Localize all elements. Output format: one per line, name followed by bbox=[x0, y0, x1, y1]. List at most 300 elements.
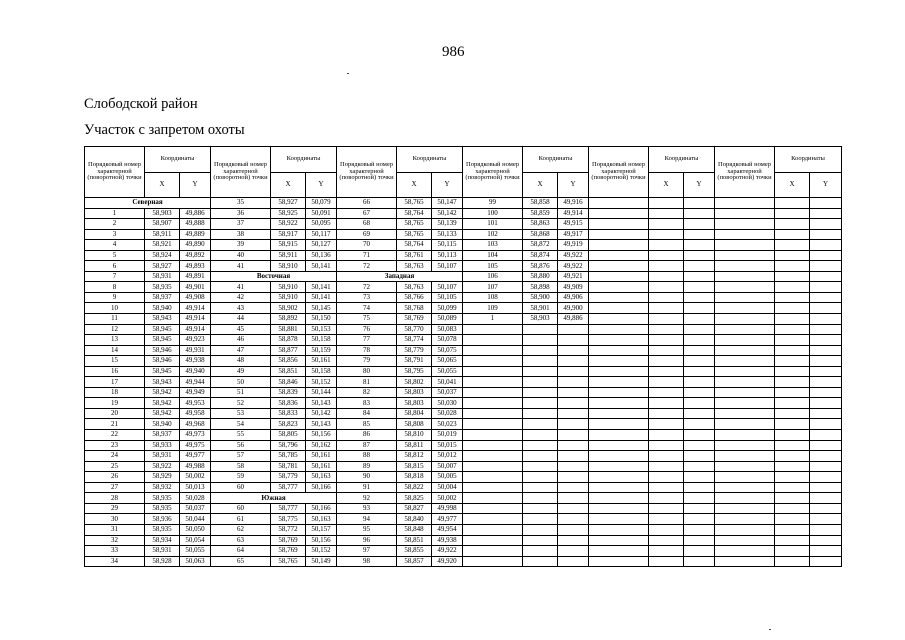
point-number-cell: 106 bbox=[463, 271, 523, 282]
table-row bbox=[85, 356, 842, 367]
x-cell: 58,765 bbox=[397, 229, 432, 240]
point-number-cell bbox=[715, 440, 775, 451]
x-cell bbox=[775, 430, 810, 441]
x-cell bbox=[649, 240, 684, 251]
y-cell: 50,004 bbox=[432, 482, 463, 493]
point-number-cell bbox=[463, 524, 523, 535]
point-number-cell: 79 bbox=[337, 356, 397, 367]
x-cell: 58,911 bbox=[271, 250, 306, 261]
y-cell: 50,055 bbox=[180, 546, 211, 557]
point-number-cell: 97 bbox=[337, 546, 397, 557]
section-label: Западная bbox=[337, 271, 463, 282]
point-number-cell: 17 bbox=[85, 377, 145, 388]
point-number-cell: 76 bbox=[337, 324, 397, 335]
x-cell bbox=[523, 556, 558, 567]
point-number-cell bbox=[463, 335, 523, 346]
x-cell: 58,777 bbox=[271, 482, 306, 493]
table-row bbox=[85, 292, 842, 303]
x-cell: 58,769 bbox=[271, 546, 306, 557]
x-cell bbox=[775, 250, 810, 261]
point-number-cell: 77 bbox=[337, 335, 397, 346]
y-cell: 50,157 bbox=[306, 524, 337, 535]
x-cell bbox=[775, 493, 810, 504]
y-cell: 50,159 bbox=[306, 345, 337, 356]
point-number-cell bbox=[463, 419, 523, 430]
section-label: Южная bbox=[211, 493, 337, 504]
point-number-cell: 28 bbox=[85, 493, 145, 504]
y-cell: 50,099 bbox=[432, 303, 463, 314]
point-number-cell bbox=[589, 408, 649, 419]
y-cell: 50,161 bbox=[306, 461, 337, 472]
x-cell bbox=[775, 271, 810, 282]
x-cell bbox=[523, 324, 558, 335]
point-number-cell bbox=[589, 219, 649, 230]
y-cell: 50,107 bbox=[432, 282, 463, 293]
point-number-cell: 63 bbox=[211, 535, 271, 546]
x-cell bbox=[775, 303, 810, 314]
point-number-cell: 75 bbox=[337, 314, 397, 325]
x-cell: 58,772 bbox=[271, 524, 306, 535]
x-cell bbox=[649, 271, 684, 282]
point-number-cell bbox=[463, 324, 523, 335]
point-number-cell: 80 bbox=[337, 366, 397, 377]
x-cell bbox=[523, 535, 558, 546]
x-header: X bbox=[397, 173, 432, 198]
point-number-cell bbox=[715, 314, 775, 325]
point-number-cell: 56 bbox=[211, 440, 271, 451]
point-number-cell: 13 bbox=[85, 335, 145, 346]
x-cell: 58,818 bbox=[397, 472, 432, 483]
y-cell: 49,977 bbox=[180, 451, 211, 462]
y-cell: 50,028 bbox=[180, 493, 211, 504]
x-cell bbox=[649, 377, 684, 388]
point-number-cell bbox=[463, 493, 523, 504]
point-number-cell bbox=[463, 503, 523, 514]
x-cell bbox=[775, 503, 810, 514]
y-cell: 50,141 bbox=[306, 292, 337, 303]
x-cell bbox=[649, 366, 684, 377]
point-number-cell bbox=[715, 514, 775, 525]
point-number-cell: 2 bbox=[85, 219, 145, 230]
point-number-cell: 72 bbox=[337, 261, 397, 272]
y-cell: 50,015 bbox=[432, 440, 463, 451]
x-cell: 58,810 bbox=[397, 430, 432, 441]
y-cell bbox=[810, 335, 842, 346]
point-number-cell: 83 bbox=[337, 398, 397, 409]
x-cell bbox=[649, 229, 684, 240]
point-number-cell bbox=[715, 356, 775, 367]
point-number-cell bbox=[715, 250, 775, 261]
y-cell bbox=[810, 430, 842, 441]
y-cell: 50,139 bbox=[432, 219, 463, 230]
x-cell bbox=[775, 198, 810, 209]
point-number-header: Порядковый номер характерной (поворотной) точки bbox=[715, 147, 775, 198]
y-cell: 49,975 bbox=[180, 440, 211, 451]
y-cell: 50,044 bbox=[180, 514, 211, 525]
x-cell bbox=[649, 324, 684, 335]
x-cell: 58,935 bbox=[145, 493, 180, 504]
y-cell bbox=[558, 514, 589, 525]
table-row bbox=[85, 387, 842, 398]
x-cell: 58,910 bbox=[271, 292, 306, 303]
x-cell bbox=[775, 314, 810, 325]
y-cell: 49,922 bbox=[432, 546, 463, 557]
point-number-cell: 82 bbox=[337, 387, 397, 398]
x-cell bbox=[649, 472, 684, 483]
point-number-cell: 66 bbox=[337, 198, 397, 209]
x-cell: 58,910 bbox=[271, 282, 306, 293]
x-cell bbox=[649, 535, 684, 546]
x-cell bbox=[775, 535, 810, 546]
x-cell bbox=[649, 261, 684, 272]
x-cell bbox=[649, 219, 684, 230]
x-cell bbox=[523, 398, 558, 409]
x-cell: 58,940 bbox=[145, 303, 180, 314]
y-cell: 49,953 bbox=[180, 398, 211, 409]
x-cell bbox=[649, 398, 684, 409]
y-cell: 50,002 bbox=[432, 493, 463, 504]
point-number-cell: 29 bbox=[85, 503, 145, 514]
table-row bbox=[85, 240, 842, 251]
point-number-cell bbox=[715, 472, 775, 483]
y-cell: 49,968 bbox=[180, 419, 211, 430]
point-number-cell: 62 bbox=[211, 524, 271, 535]
table-row bbox=[85, 419, 842, 430]
table-row bbox=[85, 219, 842, 230]
x-cell: 58,942 bbox=[145, 408, 180, 419]
point-number-cell bbox=[715, 324, 775, 335]
x-cell: 58,766 bbox=[397, 292, 432, 303]
point-number-cell bbox=[715, 271, 775, 282]
x-cell: 58,848 bbox=[397, 524, 432, 535]
point-number-cell bbox=[589, 482, 649, 493]
point-number-cell: 10 bbox=[85, 303, 145, 314]
y-cell bbox=[810, 493, 842, 504]
y-cell: 50,091 bbox=[306, 208, 337, 219]
point-number-cell: 11 bbox=[85, 314, 145, 325]
y-cell: 50,142 bbox=[306, 408, 337, 419]
point-number-cell bbox=[463, 482, 523, 493]
y-cell: 49,940 bbox=[180, 366, 211, 377]
x-cell: 58,928 bbox=[145, 556, 180, 567]
point-number-cell: 90 bbox=[337, 472, 397, 483]
y-cell: 50,158 bbox=[306, 335, 337, 346]
y-cell: 50,007 bbox=[432, 461, 463, 472]
x-cell: 58,774 bbox=[397, 335, 432, 346]
x-cell bbox=[523, 430, 558, 441]
x-header: X bbox=[775, 173, 810, 198]
scan-speck bbox=[769, 629, 771, 630]
y-cell bbox=[810, 219, 842, 230]
x-cell: 58,935 bbox=[145, 503, 180, 514]
point-number-cell bbox=[715, 282, 775, 293]
y-cell bbox=[810, 524, 842, 535]
y-cell: 49,909 bbox=[558, 282, 589, 293]
point-number-cell bbox=[715, 430, 775, 441]
point-number-cell: 4 bbox=[85, 240, 145, 251]
y-cell bbox=[810, 419, 842, 430]
y-cell bbox=[810, 261, 842, 272]
x-cell bbox=[649, 493, 684, 504]
x-cell: 58,803 bbox=[397, 387, 432, 398]
y-cell: 49,938 bbox=[432, 535, 463, 546]
y-cell: 49,890 bbox=[180, 240, 211, 251]
point-number-cell bbox=[715, 335, 775, 346]
x-cell: 58,872 bbox=[523, 240, 558, 251]
x-cell bbox=[523, 419, 558, 430]
y-cell: 49,988 bbox=[180, 461, 211, 472]
point-number-cell bbox=[589, 398, 649, 409]
y-cell: 50,019 bbox=[432, 430, 463, 441]
district-title: Слободской район bbox=[84, 96, 198, 112]
y-cell: 50,143 bbox=[306, 398, 337, 409]
y-cell bbox=[810, 535, 842, 546]
y-cell bbox=[558, 345, 589, 356]
y-cell bbox=[558, 535, 589, 546]
x-cell bbox=[775, 292, 810, 303]
y-cell bbox=[558, 324, 589, 335]
x-cell: 58,937 bbox=[145, 430, 180, 441]
x-cell bbox=[649, 250, 684, 261]
point-number-cell: 43 bbox=[211, 303, 271, 314]
y-cell bbox=[558, 408, 589, 419]
point-number-cell: 5 bbox=[85, 250, 145, 261]
table-row bbox=[85, 366, 842, 377]
x-cell: 58,900 bbox=[523, 292, 558, 303]
y-cell bbox=[810, 556, 842, 567]
x-cell: 58,922 bbox=[271, 219, 306, 230]
y-cell: 50,143 bbox=[306, 419, 337, 430]
point-number-cell: 72 bbox=[337, 282, 397, 293]
x-cell: 58,769 bbox=[271, 535, 306, 546]
point-number-cell: 47 bbox=[211, 345, 271, 356]
y-cell bbox=[684, 387, 715, 398]
point-number-cell: 53 bbox=[211, 408, 271, 419]
point-number-cell: 52 bbox=[211, 398, 271, 409]
table-row bbox=[85, 335, 842, 346]
point-number-cell: 68 bbox=[337, 219, 397, 230]
point-number-cell: 96 bbox=[337, 535, 397, 546]
y-cell bbox=[558, 430, 589, 441]
y-cell: 49,920 bbox=[432, 556, 463, 567]
x-cell: 58,878 bbox=[271, 335, 306, 346]
y-cell: 49,931 bbox=[180, 345, 211, 356]
x-cell bbox=[775, 335, 810, 346]
y-cell bbox=[684, 324, 715, 335]
point-number-cell: 61 bbox=[211, 514, 271, 525]
point-number-cell bbox=[589, 430, 649, 441]
table-row bbox=[85, 451, 842, 462]
x-cell bbox=[649, 419, 684, 430]
x-cell: 58,804 bbox=[397, 408, 432, 419]
point-number-cell bbox=[715, 387, 775, 398]
point-number-cell: 73 bbox=[337, 292, 397, 303]
point-number-cell: 74 bbox=[337, 303, 397, 314]
point-number-cell bbox=[589, 556, 649, 567]
y-cell: 50,005 bbox=[432, 472, 463, 483]
table-row bbox=[85, 229, 842, 240]
y-cell: 50,158 bbox=[306, 366, 337, 377]
point-number-cell bbox=[715, 219, 775, 230]
x-cell bbox=[523, 546, 558, 557]
x-cell bbox=[649, 208, 684, 219]
y-cell: 50,107 bbox=[432, 261, 463, 272]
y-cell: 50,023 bbox=[432, 419, 463, 430]
y-cell bbox=[684, 292, 715, 303]
y-cell: 49,889 bbox=[180, 229, 211, 240]
point-number-cell: 7 bbox=[85, 271, 145, 282]
point-number-cell: 22 bbox=[85, 430, 145, 441]
x-cell: 58,833 bbox=[271, 408, 306, 419]
point-number-cell: 103 bbox=[463, 240, 523, 251]
y-cell: 50,166 bbox=[306, 482, 337, 493]
x-cell: 58,931 bbox=[145, 451, 180, 462]
point-number-cell: 30 bbox=[85, 514, 145, 525]
table-row bbox=[85, 250, 842, 261]
x-cell bbox=[649, 461, 684, 472]
x-cell: 58,901 bbox=[523, 303, 558, 314]
y-cell: 49,949 bbox=[180, 387, 211, 398]
point-number-cell: 91 bbox=[337, 482, 397, 493]
y-cell bbox=[684, 219, 715, 230]
y-cell: 50,161 bbox=[306, 451, 337, 462]
table-row bbox=[85, 198, 842, 209]
point-number-cell: 54 bbox=[211, 419, 271, 430]
x-cell bbox=[649, 292, 684, 303]
point-number-cell bbox=[589, 271, 649, 282]
y-cell: 49,892 bbox=[180, 250, 211, 261]
x-cell bbox=[649, 356, 684, 367]
point-number-cell: 34 bbox=[85, 556, 145, 567]
point-number-cell bbox=[715, 535, 775, 546]
point-number-cell bbox=[589, 303, 649, 314]
x-cell: 58,924 bbox=[145, 250, 180, 261]
y-cell: 49,977 bbox=[432, 514, 463, 525]
coordinates-header: Координаты bbox=[775, 147, 842, 173]
point-number-cell bbox=[589, 451, 649, 462]
point-number-cell: 89 bbox=[337, 461, 397, 472]
point-number-cell: 1 bbox=[463, 314, 523, 325]
point-number-cell bbox=[715, 345, 775, 356]
x-cell: 58,932 bbox=[145, 482, 180, 493]
point-number-cell bbox=[463, 356, 523, 367]
coordinates-header: Координаты bbox=[271, 147, 337, 173]
point-number-cell bbox=[589, 324, 649, 335]
x-cell bbox=[649, 314, 684, 325]
y-cell: 50,162 bbox=[306, 440, 337, 451]
y-cell: 50,078 bbox=[432, 335, 463, 346]
y-cell bbox=[810, 356, 842, 367]
x-cell bbox=[523, 356, 558, 367]
y-cell: 49,891 bbox=[180, 271, 211, 282]
x-cell: 58,881 bbox=[271, 324, 306, 335]
y-cell bbox=[810, 314, 842, 325]
y-cell: 49,900 bbox=[558, 303, 589, 314]
point-number-cell bbox=[463, 366, 523, 377]
y-cell bbox=[684, 356, 715, 367]
x-cell bbox=[775, 524, 810, 535]
y-cell bbox=[558, 366, 589, 377]
y-cell: 49,914 bbox=[180, 303, 211, 314]
table-row bbox=[85, 503, 842, 514]
x-header: X bbox=[649, 173, 684, 198]
x-cell bbox=[775, 356, 810, 367]
y-cell bbox=[684, 366, 715, 377]
point-number-cell: 23 bbox=[85, 440, 145, 451]
x-cell: 58,856 bbox=[271, 356, 306, 367]
x-cell bbox=[775, 556, 810, 567]
y-cell: 50,037 bbox=[180, 503, 211, 514]
point-number-cell: 35 bbox=[211, 198, 271, 209]
point-number-cell: 42 bbox=[211, 292, 271, 303]
y-cell bbox=[684, 250, 715, 261]
point-number-cell bbox=[715, 419, 775, 430]
y-cell: 49,908 bbox=[180, 292, 211, 303]
point-number-cell: 95 bbox=[337, 524, 397, 535]
x-cell: 58,943 bbox=[145, 377, 180, 388]
point-number-cell bbox=[463, 451, 523, 462]
x-cell bbox=[775, 408, 810, 419]
point-number-cell: 41 bbox=[211, 261, 271, 272]
y-header: Y bbox=[558, 173, 589, 198]
x-cell bbox=[523, 440, 558, 451]
y-cell bbox=[810, 482, 842, 493]
point-number-cell bbox=[463, 535, 523, 546]
x-cell: 58,796 bbox=[271, 440, 306, 451]
y-cell bbox=[558, 440, 589, 451]
point-number-cell bbox=[589, 229, 649, 240]
y-cell bbox=[558, 546, 589, 557]
y-cell: 49,973 bbox=[180, 430, 211, 441]
x-cell bbox=[775, 219, 810, 230]
x-cell: 58,805 bbox=[271, 430, 306, 441]
point-number-cell bbox=[589, 493, 649, 504]
point-number-cell bbox=[589, 524, 649, 535]
y-header: Y bbox=[432, 173, 463, 198]
y-cell: 50,083 bbox=[432, 324, 463, 335]
table-row bbox=[85, 271, 842, 282]
x-cell bbox=[649, 451, 684, 462]
y-cell bbox=[684, 419, 715, 430]
y-cell bbox=[684, 345, 715, 356]
point-number-cell: 60 bbox=[211, 482, 271, 493]
point-number-cell: 6 bbox=[85, 261, 145, 272]
point-number-cell bbox=[715, 240, 775, 251]
point-number-cell: 27 bbox=[85, 482, 145, 493]
y-cell bbox=[810, 271, 842, 282]
x-cell bbox=[649, 482, 684, 493]
x-cell: 58,910 bbox=[271, 261, 306, 272]
x-cell bbox=[775, 345, 810, 356]
point-number-cell: 85 bbox=[337, 419, 397, 430]
x-cell bbox=[649, 514, 684, 525]
y-cell bbox=[684, 314, 715, 325]
point-number-cell: 78 bbox=[337, 345, 397, 356]
x-cell: 58,769 bbox=[397, 314, 432, 325]
y-cell bbox=[684, 503, 715, 514]
y-cell bbox=[558, 387, 589, 398]
y-cell: 50,156 bbox=[306, 535, 337, 546]
point-number-cell: 25 bbox=[85, 461, 145, 472]
y-cell bbox=[684, 282, 715, 293]
point-number-cell: 70 bbox=[337, 240, 397, 251]
y-cell: 50,152 bbox=[306, 377, 337, 388]
x-cell: 58,943 bbox=[145, 314, 180, 325]
x-cell: 58,811 bbox=[397, 440, 432, 451]
y-cell: 50,145 bbox=[306, 303, 337, 314]
point-number-cell: 48 bbox=[211, 356, 271, 367]
x-cell: 58,945 bbox=[145, 335, 180, 346]
